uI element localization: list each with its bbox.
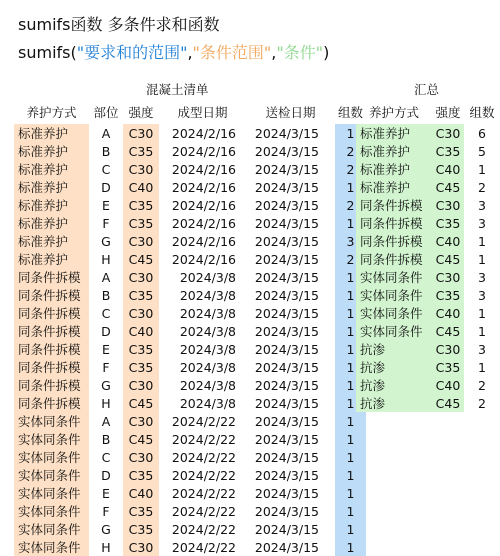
cell-grade: C35 (432, 358, 464, 376)
table-row (356, 358, 500, 376)
formula-text (18, 40, 329, 63)
cell-curing-method: 同条件拆模 (356, 214, 432, 232)
header-cell: 组数 (469, 105, 495, 120)
cell-curing-method: 同条件拆模 (356, 196, 432, 214)
cell-curing-method: 标准养护 (356, 124, 432, 142)
table-row (14, 178, 366, 196)
cell-curing-method: 标准养护 (14, 232, 89, 250)
cell-test-date: 2024/3/15 (254, 323, 319, 339)
cell-test-date: 2024/3/15 (254, 125, 319, 141)
cell-cast-date: 2024/2/16 (171, 233, 236, 249)
table-row (356, 340, 500, 358)
table-row (356, 178, 500, 196)
cell-grade: C45 (432, 322, 464, 340)
cell-test-date: 2024/3/15 (254, 395, 319, 411)
cell-count: 1 (335, 502, 366, 520)
cell-count: 3 (335, 232, 366, 250)
cell-cast-date: 2024/2/22 (171, 485, 236, 501)
cell-curing-method: 实体同条件 (14, 448, 89, 466)
cell-curing-method: 实体同条件 (14, 430, 89, 448)
cell-curing-method: 实体同条件 (14, 538, 89, 556)
cell-cast-date: 2024/3/8 (179, 305, 236, 321)
table-row (14, 484, 366, 502)
cell-curing-method: 抗渗 (356, 376, 432, 394)
cell-test-date: 2024/3/15 (254, 305, 319, 321)
cell-curing-method: 同条件拆模 (14, 376, 89, 394)
cell-test-date: 2024/3/15 (254, 287, 319, 303)
cell-count: 1 (335, 178, 366, 196)
cell-grade: C35 (123, 358, 159, 376)
cell-part: A (101, 413, 111, 429)
concrete-list-table (14, 100, 366, 556)
cell-curing-method: 标准养护 (14, 160, 89, 178)
cell-count: 2 (335, 142, 366, 160)
cell-test-date: 2024/3/15 (254, 251, 319, 267)
cell-grade: C30 (123, 448, 159, 466)
cell-part: F (102, 359, 110, 375)
cell-grade: C35 (123, 466, 159, 484)
cell-count: 1 (335, 466, 366, 484)
cell-part: E (102, 197, 110, 213)
cell-curing-method: 抗渗 (356, 358, 432, 376)
cell-grade: C35 (432, 142, 464, 160)
cell-grade: C30 (123, 412, 159, 430)
table-row (14, 538, 366, 556)
cell-grade: C35 (123, 502, 159, 520)
formula-prefix: sumifs( (18, 43, 77, 62)
cell-cast-date: 2024/3/8 (179, 395, 236, 411)
cell-curing-method: 标准养护 (14, 178, 89, 196)
cell-count: 1 (335, 214, 366, 232)
cell-grade: C45 (123, 430, 159, 448)
cell-part: H (101, 395, 111, 411)
cell-cast-date: 2024/2/16 (171, 143, 236, 159)
formula-suffix: ) (323, 43, 330, 62)
cell-curing-method: 标准养护 (356, 178, 432, 196)
table-row (14, 214, 366, 232)
cell-cast-date: 2024/2/22 (171, 539, 236, 555)
cell-test-date: 2024/3/15 (254, 485, 319, 501)
table-row (14, 196, 366, 214)
cell-count: 1 (335, 430, 366, 448)
cell-count: 1 (335, 268, 366, 286)
cell-curing-method: 同条件拆模 (14, 268, 89, 286)
cell-part: B (101, 143, 111, 159)
cell-test-date: 2024/3/15 (254, 215, 319, 231)
cell-grade: C35 (123, 142, 159, 160)
cell-grade: C40 (432, 160, 464, 178)
cell-part: C (101, 449, 111, 465)
cell-count: 1 (335, 484, 366, 502)
header-cell: 养护方式 (368, 105, 419, 120)
cell-count: 1 (335, 538, 366, 556)
cell-grade: C45 (432, 178, 464, 196)
cell-part: E (102, 485, 110, 501)
cell-curing-method: 标准养护 (14, 142, 89, 160)
cell-part: B (101, 431, 111, 447)
cell-part: F (102, 215, 110, 231)
cell-cast-date: 2024/2/16 (171, 125, 236, 141)
cell-curing-method: 实体同条件 (14, 412, 89, 430)
cell-curing-method: 同条件拆模 (356, 232, 432, 250)
table-row (356, 232, 500, 250)
cell-test-date: 2024/3/15 (254, 467, 319, 483)
cell-part: C (101, 161, 111, 177)
cell-curing-method: 标准养护 (356, 160, 432, 178)
cell-curing-method: 实体同条件 (14, 520, 89, 538)
cell-grade: C30 (123, 124, 159, 142)
cell-count: 1 (335, 448, 366, 466)
cell-test-date: 2024/3/15 (254, 359, 319, 375)
cell-curing-method: 同条件拆模 (14, 322, 89, 340)
cell-grade: C45 (123, 394, 159, 412)
table-row (356, 394, 500, 412)
cell-count: 1 (335, 412, 366, 430)
table1-body (14, 124, 366, 556)
cell-count: 2 (478, 377, 486, 393)
table-row (356, 124, 500, 142)
cell-count: 2 (335, 160, 366, 178)
cell-grade: C35 (123, 196, 159, 214)
table-row (14, 412, 366, 430)
table-row (356, 214, 500, 232)
cell-curing-method: 同条件拆模 (14, 340, 89, 358)
formula-separator: , (187, 43, 193, 62)
table-row (14, 466, 366, 484)
cell-count: 3 (478, 269, 486, 285)
cell-grade: C35 (123, 286, 159, 304)
cell-count: 2 (335, 250, 366, 268)
cell-test-date: 2024/3/15 (254, 431, 319, 447)
cell-grade: C30 (123, 304, 159, 322)
cell-curing-method: 标准养护 (14, 124, 89, 142)
cell-test-date: 2024/3/15 (254, 197, 319, 213)
cell-grade: C35 (123, 520, 159, 538)
cell-part: G (101, 377, 111, 393)
cell-grade: C35 (432, 286, 464, 304)
cell-cast-date: 2024/2/16 (171, 197, 236, 213)
cell-count: 1 (335, 394, 366, 412)
cell-test-date: 2024/3/15 (254, 233, 319, 249)
cell-count: 1 (478, 305, 486, 321)
cell-grade: C45 (123, 250, 159, 268)
cell-curing-method: 实体同条件 (356, 304, 432, 322)
cell-curing-method: 同条件拆模 (14, 286, 89, 304)
cell-cast-date: 2024/2/22 (171, 413, 236, 429)
cell-curing-method: 同条件拆模 (14, 304, 89, 322)
cell-cast-date: 2024/2/22 (171, 467, 236, 483)
table-row (14, 394, 366, 412)
formula-arg-criteria-range: "条件范围" (192, 43, 272, 62)
table-row (14, 430, 366, 448)
cell-part: D (101, 323, 111, 339)
cell-cast-date: 2024/2/16 (171, 251, 236, 267)
cell-count: 3 (478, 341, 486, 357)
cell-part: H (101, 539, 111, 555)
cell-curing-method: 实体同条件 (14, 502, 89, 520)
cell-curing-method: 同条件拆模 (14, 394, 89, 412)
table-row (356, 268, 500, 286)
cell-part: D (101, 179, 111, 195)
table-row (14, 322, 366, 340)
table-row (14, 160, 366, 178)
cell-count: 1 (478, 161, 486, 177)
header-cell: 强度 (435, 105, 461, 120)
cell-grade: C40 (432, 376, 464, 394)
table-row (356, 160, 500, 178)
cell-part: F (102, 503, 110, 519)
table-row (14, 340, 366, 358)
cell-count: 1 (335, 322, 366, 340)
table-row (356, 376, 500, 394)
cell-cast-date: 2024/3/8 (179, 359, 236, 375)
table-row (14, 502, 366, 520)
cell-grade: C40 (123, 178, 159, 196)
cell-curing-method: 标准养护 (14, 196, 89, 214)
cell-cast-date: 2024/3/8 (179, 377, 236, 393)
cell-curing-method: 抗渗 (356, 394, 432, 412)
cell-cast-date: 2024/2/16 (171, 179, 236, 195)
cell-count: 6 (478, 125, 486, 141)
table2-body (356, 124, 500, 412)
table-row (14, 250, 366, 268)
cell-count: 1 (478, 323, 486, 339)
formula-arg-sum-range: "要求和的范围" (76, 43, 188, 62)
cell-part: D (101, 467, 111, 483)
page-title: sumifs函数 多条件求和函数 (18, 15, 220, 34)
cell-test-date: 2024/3/15 (254, 539, 319, 555)
cell-part: A (101, 269, 111, 285)
cell-part: E (102, 341, 110, 357)
cell-part: C (101, 305, 111, 321)
cell-grade: C30 (432, 268, 464, 286)
header-cell: 成型日期 (177, 105, 228, 120)
cell-test-date: 2024/3/15 (254, 143, 319, 159)
table-row (356, 286, 500, 304)
cell-test-date: 2024/3/15 (254, 341, 319, 357)
cell-part: G (101, 521, 111, 537)
cell-count: 1 (335, 286, 366, 304)
cell-curing-method: 标准养护 (14, 214, 89, 232)
table-row (14, 304, 366, 322)
cell-test-date: 2024/3/15 (254, 521, 319, 537)
cell-grade: C35 (123, 340, 159, 358)
cell-count: 1 (478, 251, 486, 267)
cell-curing-method: 实体同条件 (356, 268, 432, 286)
cell-grade: C30 (432, 196, 464, 214)
cell-cast-date: 2024/3/8 (179, 323, 236, 339)
cell-part: G (101, 233, 111, 249)
cell-curing-method: 实体同条件 (356, 286, 432, 304)
cell-count: 3 (478, 197, 486, 213)
table-row (14, 124, 366, 142)
cell-count: 1 (478, 359, 486, 375)
table-row (14, 142, 366, 160)
cell-cast-date: 2024/3/8 (179, 287, 236, 303)
cell-grade: C40 (123, 484, 159, 502)
cell-curing-method: 标准养护 (356, 142, 432, 160)
cell-test-date: 2024/3/15 (254, 377, 319, 393)
formula-separator: , (271, 43, 277, 62)
cell-count: 5 (478, 143, 486, 159)
cell-count: 1 (335, 340, 366, 358)
cell-cast-date: 2024/2/16 (171, 215, 236, 231)
cell-curing-method: 同条件拆模 (356, 250, 432, 268)
header-cell: 强度 (128, 105, 154, 120)
cell-test-date: 2024/3/15 (254, 161, 319, 177)
cell-part: B (101, 287, 111, 303)
cell-count: 2 (478, 179, 486, 195)
cell-curing-method: 实体同条件 (356, 322, 432, 340)
header-cell: 组数 (337, 105, 363, 120)
cell-grade: C45 (432, 394, 464, 412)
cell-count: 2 (478, 395, 486, 411)
table-row (14, 268, 366, 286)
cell-cast-date: 2024/2/22 (171, 503, 236, 519)
cell-count: 3 (478, 215, 486, 231)
header-cell: 养护方式 (26, 105, 77, 120)
cell-cast-date: 2024/2/22 (171, 449, 236, 465)
cell-count: 1 (335, 124, 366, 142)
table-row (356, 250, 500, 268)
cell-grade: C30 (123, 538, 159, 556)
table-row (356, 196, 500, 214)
cell-grade: C40 (432, 232, 464, 250)
table2-title: 汇总 (414, 82, 440, 97)
cell-cast-date: 2024/2/22 (171, 521, 236, 537)
cell-part: A (101, 125, 111, 141)
table-row (356, 142, 500, 160)
cell-count: 1 (335, 376, 366, 394)
cell-grade: C30 (432, 340, 464, 358)
cell-curing-method: 实体同条件 (14, 484, 89, 502)
table2-header-row (356, 100, 500, 124)
cell-test-date: 2024/3/15 (254, 449, 319, 465)
cell-curing-method: 抗渗 (356, 340, 432, 358)
cell-count: 1 (335, 520, 366, 538)
cell-curing-method: 标准养护 (14, 250, 89, 268)
table-row (14, 232, 366, 250)
cell-test-date: 2024/3/15 (254, 269, 319, 285)
cell-grade: C35 (123, 214, 159, 232)
cell-grade: C30 (432, 124, 464, 142)
cell-test-date: 2024/3/15 (254, 179, 319, 195)
table-row (14, 520, 366, 538)
table-row (356, 322, 500, 340)
summary-table (356, 100, 500, 412)
table-row (14, 448, 366, 466)
table1-header-row (14, 100, 366, 124)
cell-grade: C30 (123, 160, 159, 178)
table-row (356, 304, 500, 322)
cell-grade: C40 (123, 322, 159, 340)
cell-curing-method: 同条件拆模 (14, 358, 89, 376)
cell-grade: C35 (432, 214, 464, 232)
formula-arg-criteria: "条件" (276, 43, 324, 62)
cell-count: 1 (478, 233, 486, 249)
cell-count: 1 (335, 304, 366, 322)
cell-grade: C30 (123, 232, 159, 250)
table-row (14, 286, 366, 304)
cell-count: 1 (335, 358, 366, 376)
table1-title: 混凝土清单 (146, 82, 209, 97)
cell-grade: C45 (432, 250, 464, 268)
cell-part: H (101, 251, 111, 267)
cell-cast-date: 2024/2/16 (171, 161, 236, 177)
table-row (14, 358, 366, 376)
cell-count: 3 (478, 287, 486, 303)
cell-cast-date: 2024/3/8 (179, 269, 236, 285)
cell-grade: C40 (432, 304, 464, 322)
cell-count: 2 (335, 196, 366, 214)
cell-curing-method: 实体同条件 (14, 466, 89, 484)
table-row (14, 376, 366, 394)
cell-grade: C30 (123, 376, 159, 394)
cell-cast-date: 2024/2/22 (171, 431, 236, 447)
cell-test-date: 2024/3/15 (254, 413, 319, 429)
cell-grade: C30 (123, 268, 159, 286)
cell-test-date: 2024/3/15 (254, 503, 319, 519)
header-cell: 送检日期 (265, 105, 316, 120)
cell-cast-date: 2024/3/8 (179, 341, 236, 357)
header-cell: 部位 (93, 105, 119, 120)
